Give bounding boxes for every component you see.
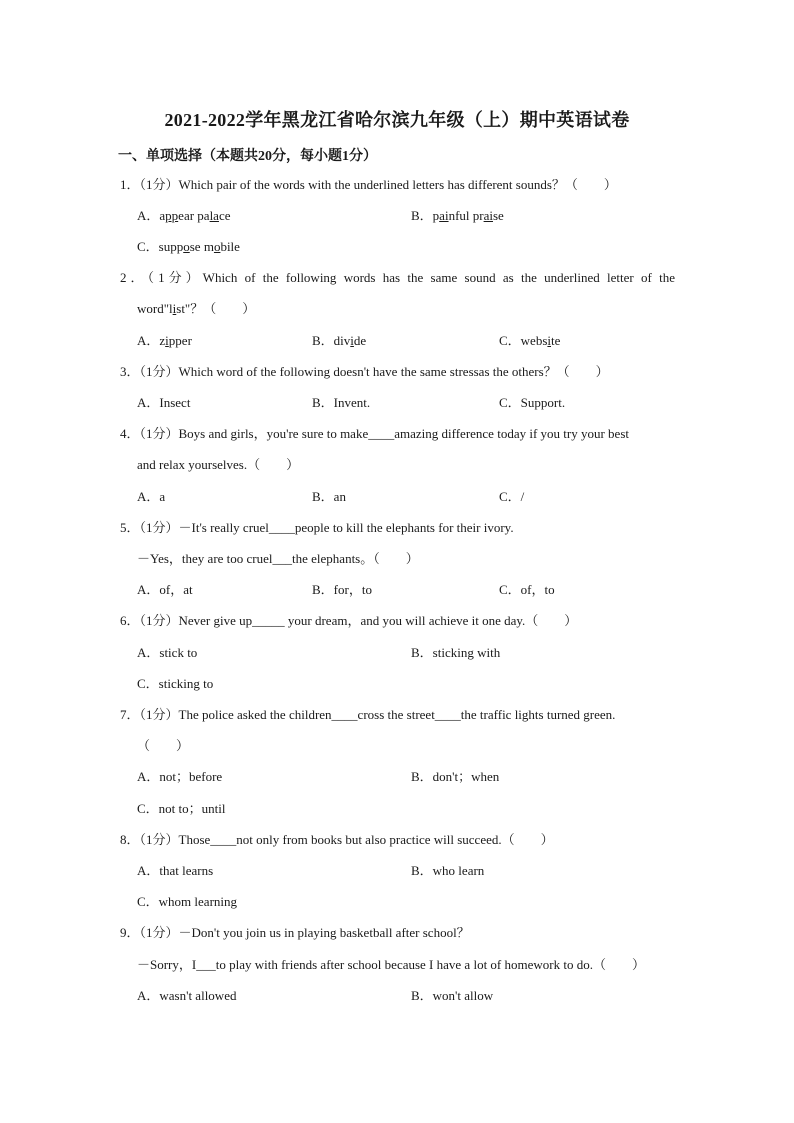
question-9-stem-line2: －Sorry，I___to play with friends after school because I have a lot of homework to do.（ ）: [137, 957, 645, 972]
question-5-option-a: A．of，at: [137, 582, 193, 597]
question-1-option-b: B．painful praise: [411, 208, 504, 223]
question-2-stem-line2: word"list"？（ ）: [137, 301, 256, 316]
question-4-stem-line2: and relax yourselves.（ ）: [137, 457, 300, 472]
question-7-stem-line2: （ ）: [137, 738, 190, 753]
question-5-option-c: C．of，to: [499, 582, 555, 597]
page-title: 2021-2022学年黑龙江省哈尔滨九年级（上）期中英语试卷: [164, 110, 630, 130]
section-heading: 一、单项选择（本题共20分，每小题1分）: [118, 149, 377, 164]
question-9-stem-line1: 9．（1分）－Don't you join us in playing basketball after school？: [120, 925, 470, 940]
question-1-option-a: A．appear palace: [137, 208, 231, 223]
question-4-stem-line1: 4．（1分）Boys and girls，you're sure to make____amazing difference today if you try your best: [120, 426, 629, 441]
question-5-option-b: B．for，to: [312, 582, 372, 597]
question-2-option-c: C．website: [499, 333, 561, 348]
question-7-stem-line1: 7．（1分）The police asked the children____cross the street____the traffic lights turned green.: [120, 707, 616, 722]
question-6-stem: 6．（1分）Never give up_____ your dream，and you will achieve it one day.（ ）: [120, 613, 578, 628]
question-3-stem: 3．（1分）Which word of the following doesn't have the same stressas the others？（ ）: [120, 364, 609, 379]
question-3-option-c: C．Support.: [499, 395, 566, 410]
question-7-option-c: C．not to；until: [137, 801, 226, 816]
question-9-option-b: B．won't allow: [411, 988, 494, 1003]
question-7-option-a: A．not；before: [137, 769, 223, 784]
question-1-option-c: C．suppose mobile: [137, 239, 240, 254]
question-6-option-c: C．sticking to: [137, 676, 214, 691]
question-2-option-a: A．zipper: [137, 333, 192, 348]
question-8-option-c: C．whom learning: [137, 894, 238, 909]
question-5-stem-line2: －Yes，they are too cruel___the elephants。（ ）: [137, 551, 419, 566]
question-7-option-b: B．don't；when: [411, 769, 500, 784]
question-4-option-a: A．a: [137, 489, 166, 504]
question-3-option-b: B．Invent.: [312, 395, 371, 410]
question-6-option-a: A．stick to: [137, 645, 198, 660]
question-8-option-a: A．that learns: [137, 863, 214, 878]
question-4-option-c: C．/: [499, 489, 525, 504]
question-9-option-a: A．wasn't allowed: [137, 988, 237, 1003]
question-2-stem-line1: 2．（1分）Which of the following words has the same sound as the underlined letter of the: [120, 270, 675, 285]
question-1-stem: 1．（1分）Which pair of the words with the underlined letters has different sounds？（ ）: [120, 177, 617, 192]
question-8-option-b: B．who learn: [411, 863, 485, 878]
question-5-stem-line1: 5．（1分）－It's really cruel____people to kill the elephants for their ivory.: [120, 520, 514, 535]
question-3-option-a: A．Insect: [137, 395, 191, 410]
question-2-option-b: B．divide: [312, 333, 367, 348]
question-4-option-b: B．an: [312, 489, 346, 504]
question-8-stem: 8．（1分）Those____not only from books but also practice will succeed.（ ）: [120, 832, 554, 847]
question-6-option-b: B．sticking with: [411, 645, 501, 660]
